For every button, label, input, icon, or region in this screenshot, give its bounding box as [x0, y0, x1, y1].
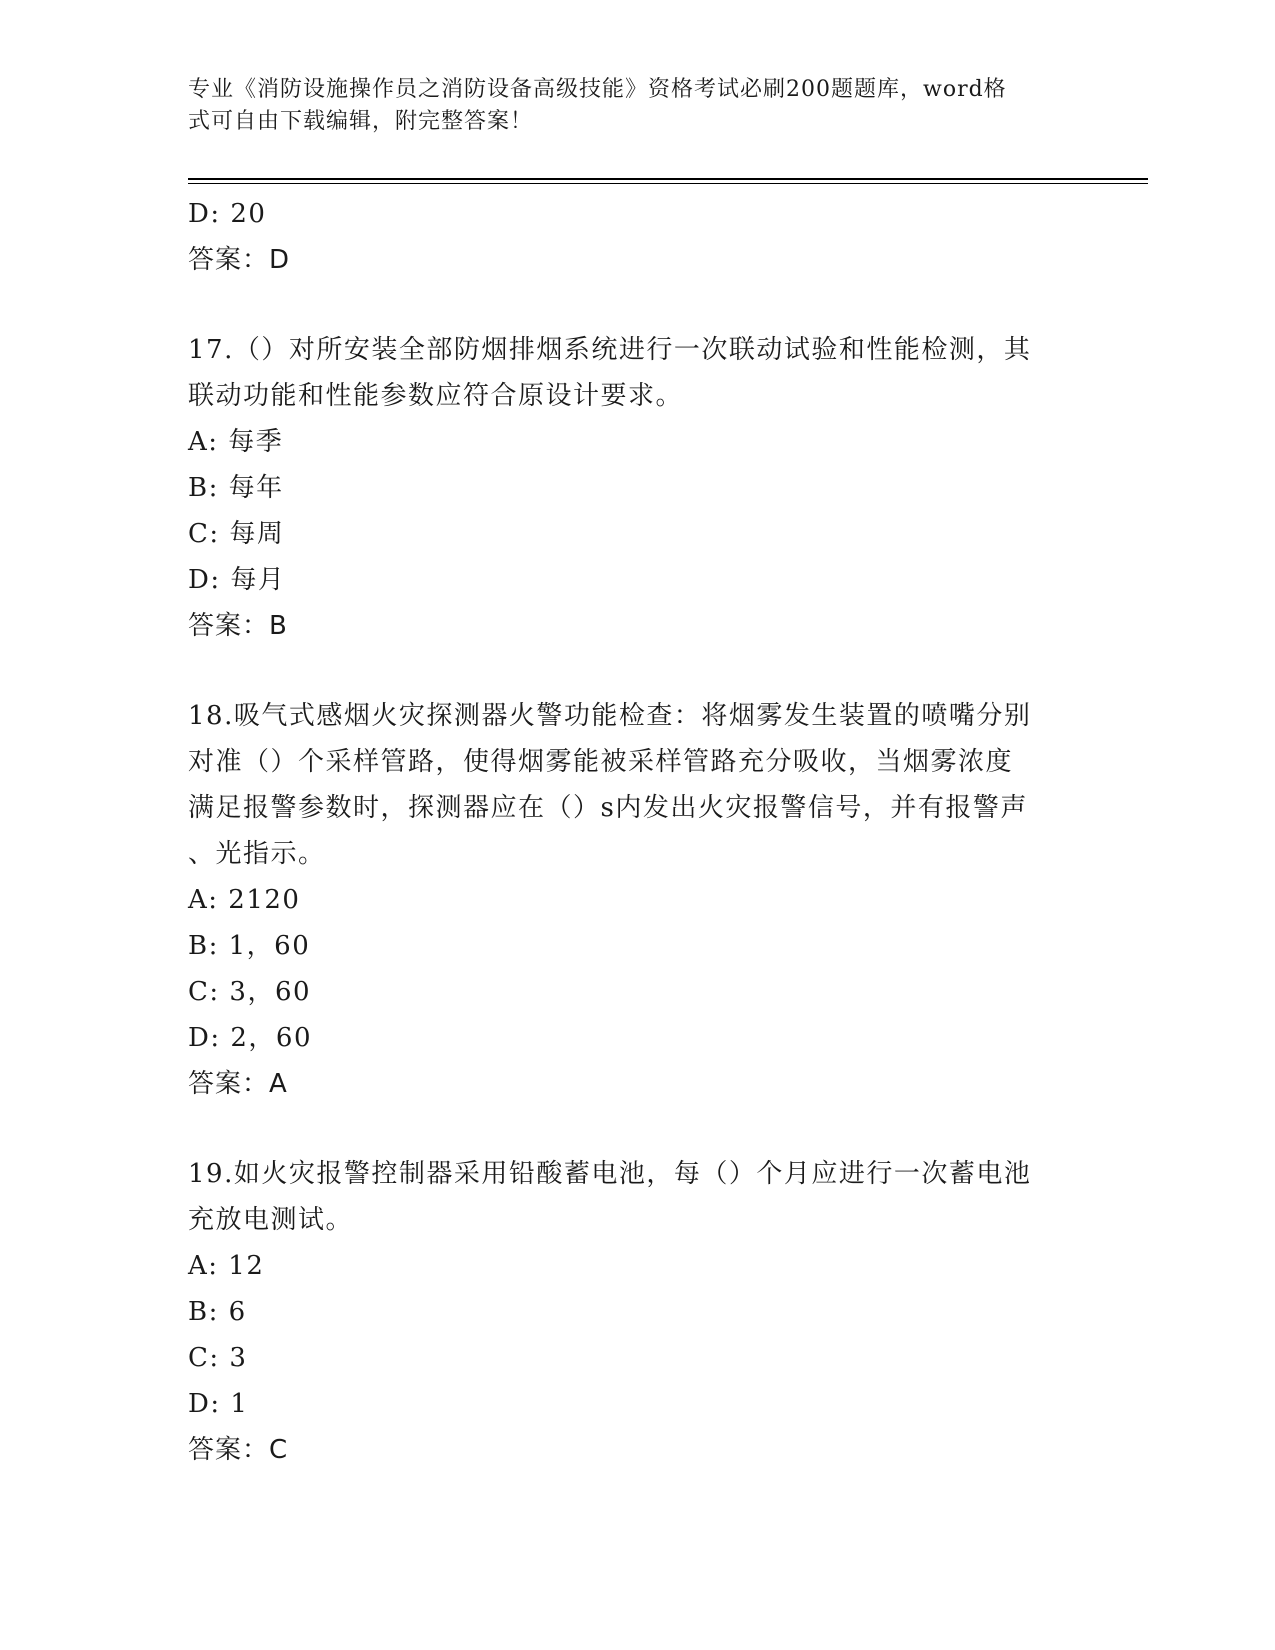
document-header — [188, 74, 1068, 138]
option-b: B: 每年 — [188, 473, 284, 503]
previous-question — [188, 191, 1078, 283]
question-stem-line: 、光指示。 — [188, 839, 326, 869]
question-19 — [188, 1151, 1078, 1473]
answer-line: 答案：B — [188, 611, 288, 641]
question-stem-line: 18.吸气式感烟火灾探测器火警功能检查：将烟雾发生装置的喷嘴分别 — [188, 701, 1032, 731]
question-stem-line: 17.（）对所安装全部防烟排烟系统进行一次联动试验和性能检测，其 — [188, 335, 1032, 365]
option-c: C: 3 — [188, 1343, 248, 1373]
question-17 — [188, 327, 1078, 649]
option-a: A: 2120 — [188, 885, 301, 915]
option-d: D: 20 — [188, 199, 267, 229]
header-line-1: 专业《消防设施操作员之消防设备高级技能》资格考试必刷200题题库，word格 — [188, 77, 1007, 102]
question-stem-line: 19.如火灾报警控制器采用铅酸蓄电池，每（）个月应进行一次蓄电池 — [188, 1159, 1032, 1189]
question-content — [188, 191, 1078, 1473]
option-d: D: 每月 — [188, 565, 286, 595]
question-stem-line: 对准（）个采样管路，使得烟雾能被采样管路充分吸收，当烟雾浓度 — [188, 747, 1014, 777]
option-d: D: 1 — [188, 1389, 249, 1419]
question-18 — [188, 693, 1078, 1107]
answer-line: 答案：D — [188, 245, 291, 275]
answer-line: 答案：C — [188, 1435, 289, 1465]
option-a: A: 每季 — [188, 427, 284, 457]
option-c: C: 3，60 — [188, 977, 312, 1007]
option-c: C: 每周 — [188, 519, 285, 549]
option-b: B: 6 — [188, 1297, 247, 1327]
header-line-2: 式可自由下载编辑，附完整答案！ — [188, 109, 534, 134]
answer-line: 答案：A — [188, 1069, 288, 1099]
header-rule-thin — [188, 183, 1148, 184]
option-a: A: 12 — [188, 1251, 265, 1281]
question-stem-line: 满足报警参数时，探测器应在（）s内发出火灾报警信号，并有报警声 — [188, 793, 1028, 823]
option-d: D: 2，60 — [188, 1023, 312, 1053]
question-stem-line: 联动功能和性能参数应符合原设计要求。 — [188, 381, 684, 411]
header-rule-thick — [188, 178, 1148, 180]
option-b: B: 1，60 — [188, 931, 311, 961]
question-stem-line: 充放电测试。 — [188, 1205, 354, 1235]
